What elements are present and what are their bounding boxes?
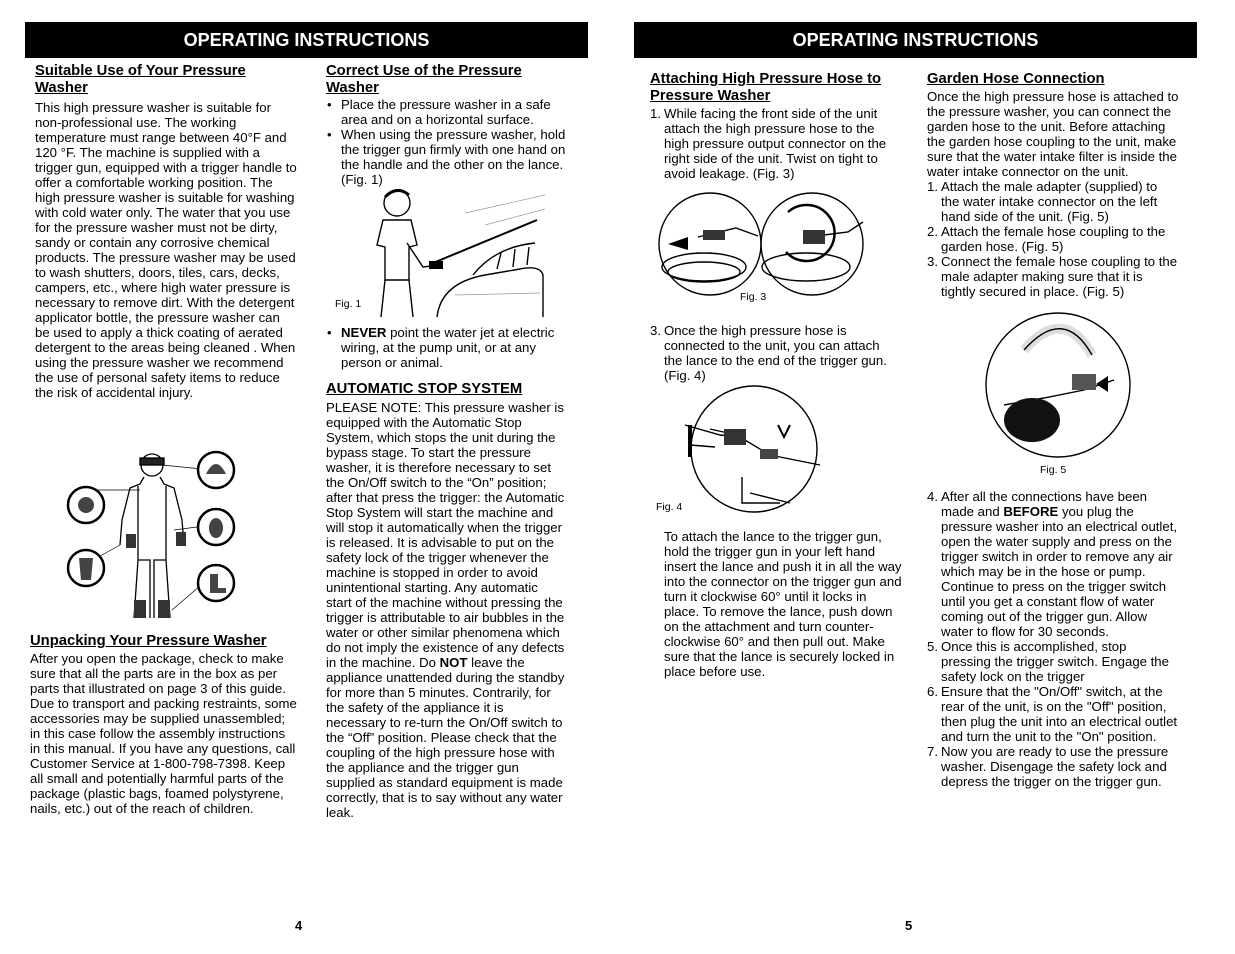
fig5-label: Fig. 5 xyxy=(1040,464,1067,476)
list-item: 3. Once the high pressure hose is connected to the unit, you can attach the lance to the end of the trigger gun. (Fig. 4) xyxy=(650,323,887,383)
fig3-illustration xyxy=(658,192,868,300)
correct-use-heading: Correct Use of the Pressure Washer xyxy=(326,63,522,96)
never-bold: NEVER xyxy=(341,325,387,340)
left-col-2 xyxy=(326,63,571,187)
list-item xyxy=(326,325,574,370)
right-page-banner: OPERATING INSTRUCTIONS xyxy=(634,22,1197,58)
fig4-illustration xyxy=(680,385,828,513)
right-col-3 xyxy=(650,71,902,181)
suitable-use-heading: Suitable Use of Your Pressure Washer xyxy=(35,63,246,96)
fig1-illustration xyxy=(345,185,545,320)
lance-text xyxy=(664,529,902,679)
list-item: • When using the pressure washer, hold the trigger gun firmly with one hand on the handle and the other on the lance. (Fig. 1) xyxy=(326,127,571,187)
list-item: 7. Now you are ready to use the pressure washer. Disengage the safety lock and depress the trigger on the trigger gun. xyxy=(927,744,1169,789)
safety-gear-illustration xyxy=(62,450,247,622)
unpacking-section xyxy=(30,633,298,816)
garden-hose-text: Once the high pressure hose is attached to the pressure washer, you can connect the garden hose to the unit. Before attaching the garden hose coupling to the unit, make sure that the water intake filter is inside the water intake connector on the unit. xyxy=(927,89,1179,179)
list-item: 3. Connect the female hose coupling to the male adapter making sure that it is tightly secured in place. (Fig. 5) xyxy=(927,254,1178,299)
unpacking-heading: Unpacking Your Pressure Washer xyxy=(30,633,267,649)
left-col-1 xyxy=(35,63,297,400)
fig3-label: Fig. 3 xyxy=(740,291,767,303)
fig5-illustration xyxy=(984,310,1132,460)
right-col-4 xyxy=(927,71,1179,299)
list-item: 4. After all the connections have been made and BEFORE you plug the pressure washer into an electrical outlet, open the water supply and press on the trigger switch in order to remove any air which may be in the hose or pump. Continue to press on the trigger switch until you get a constant flow of water coming out of the trigger gun. Allow water to flow for 30 seconds. xyxy=(927,489,1178,639)
list-item: 6. Ensure that the "On/Off" switch, at the rear of the unit, is on the "Off" position, then plug the unit into an electrical outlet and turn the unit to the "On" position. xyxy=(927,684,1178,744)
left-page-banner: OPERATING INSTRUCTIONS xyxy=(25,22,588,58)
fig1-label: Fig. 1 xyxy=(335,298,362,310)
auto-stop-text: PLEASE NOTE: This pressure washer is equipped with the Automatic Stop System, which stops the unit during the bypass stage. To start the pressure washer, it is therefore necessary to set the On/Off switch to the “On” position; after that press the trigger: the Automatic Stop System will start the machine and will stop it automatically when the trigger is released. It is advisable to put on the safety lock of the trigger whenever the machine is stopped in order to avoid unintentional starting. Any automatic start of the machine without pressing the trigger is attributable to air bubbles in the water or other similar phenomena which do not imply the existence of any defects in the machine. Do NOT leave the appliance unattended during the standby for more than 5 minutes. Contrarily, for the safety of the appliance it is necessary to re-turn the On/Off switch to the “Off” position. Please check that the coupling of the high pressure hose with the appliance and the trigger gun supplied as standard equipment is made correctly, that is to say without any water leak. xyxy=(326,400,565,820)
never-text: point the water jet at electric wiring, at the pump unit, or at any person or animal. xyxy=(341,325,555,370)
list-item: 5. Once this is accomplished, stop pressing the trigger switch. Engage the safety lock on the trigger xyxy=(927,639,1169,684)
fig4-label: Fig. 4 xyxy=(656,501,683,513)
list-item: 1. Attach the male adapter (supplied) to the water intake connector on the left hand side of the unit. (Fig. 5) xyxy=(927,179,1158,224)
page-number-left: 4 xyxy=(295,918,303,933)
lance-paragraph: To attach the lance to the trigger gun, hold the trigger gun in your left hand insert the lance and push it in all the way into the connector on the trigger gun and turn it clockwise 60° until it locks in place. To remove the lance, push down on the attachment and turn counter-clockwise 60° and then pull out. Make sure that the lance is securely locked in place before use. xyxy=(664,529,902,679)
auto-stop-heading: AUTOMATIC STOP SYSTEM xyxy=(326,381,523,397)
list-item: 1. While facing the front side of the unit attach the high pressure hose to the high pressure output connector on the right side of the unit. Twist on tight to avoid leakage. (Fig. 3) xyxy=(650,106,887,181)
step3-block xyxy=(650,323,890,383)
list-item: • Place the pressure washer in a safe area and on a horizontal surface. xyxy=(326,97,571,127)
unpacking-text: After you open the package, check to make sure that all the parts are in the box as per parts that illustrated on page 3 of this guide. Due to transport and packing restraints, some accessories may be supplied unassembled; in this case follow the assembly instructions in this manual. If you have any questions, call Customer Service at 1-800-798-7398. Keep all small and potentially harmful parts of the package (plastic bags, foamed polystyrene, nails, etc.) out of the reach of children. xyxy=(30,651,297,816)
attach-hose-heading: Attaching High Pressure Hose to Pressure Washer xyxy=(650,71,882,104)
garden-steps-2 xyxy=(927,489,1179,789)
suitable-use-text: This high pressure washer is suitable for non-professional use. The working temperature must range between 40°F and 120 °F. The machine is supplied with a trigger gun, equipped with a trigger handle to offer a comfortable working position. The high pressure washer is suitable for washing with cold water only. The water that you use for the pressure washer must not be dirty, sandy or contain any corrosive chemical products. The pressure washer may be used to wash shutters, doors, tiles, cars, decks, campers, etc., where high water pressure is necessary to remove dirt. With the detergent applicator bottle, the pressure washer can be used to apply a thick coating of aerated detergent to the areas being cleaned . When using the pressure washer we recommend the use of personal safety items to reduce the risk of accidental injury. xyxy=(35,100,297,400)
list-item: 2. Attach the female hose coupling to the garden hose. (Fig. 5) xyxy=(927,224,1166,254)
page-number-right: 5 xyxy=(905,918,913,933)
garden-steps xyxy=(927,179,1179,299)
correct-use-list xyxy=(326,97,571,187)
attach-steps xyxy=(650,106,902,181)
garden-hose-heading: Garden Hose Connection xyxy=(927,71,1105,87)
auto-stop-section xyxy=(326,381,566,820)
never-warning xyxy=(326,325,574,370)
